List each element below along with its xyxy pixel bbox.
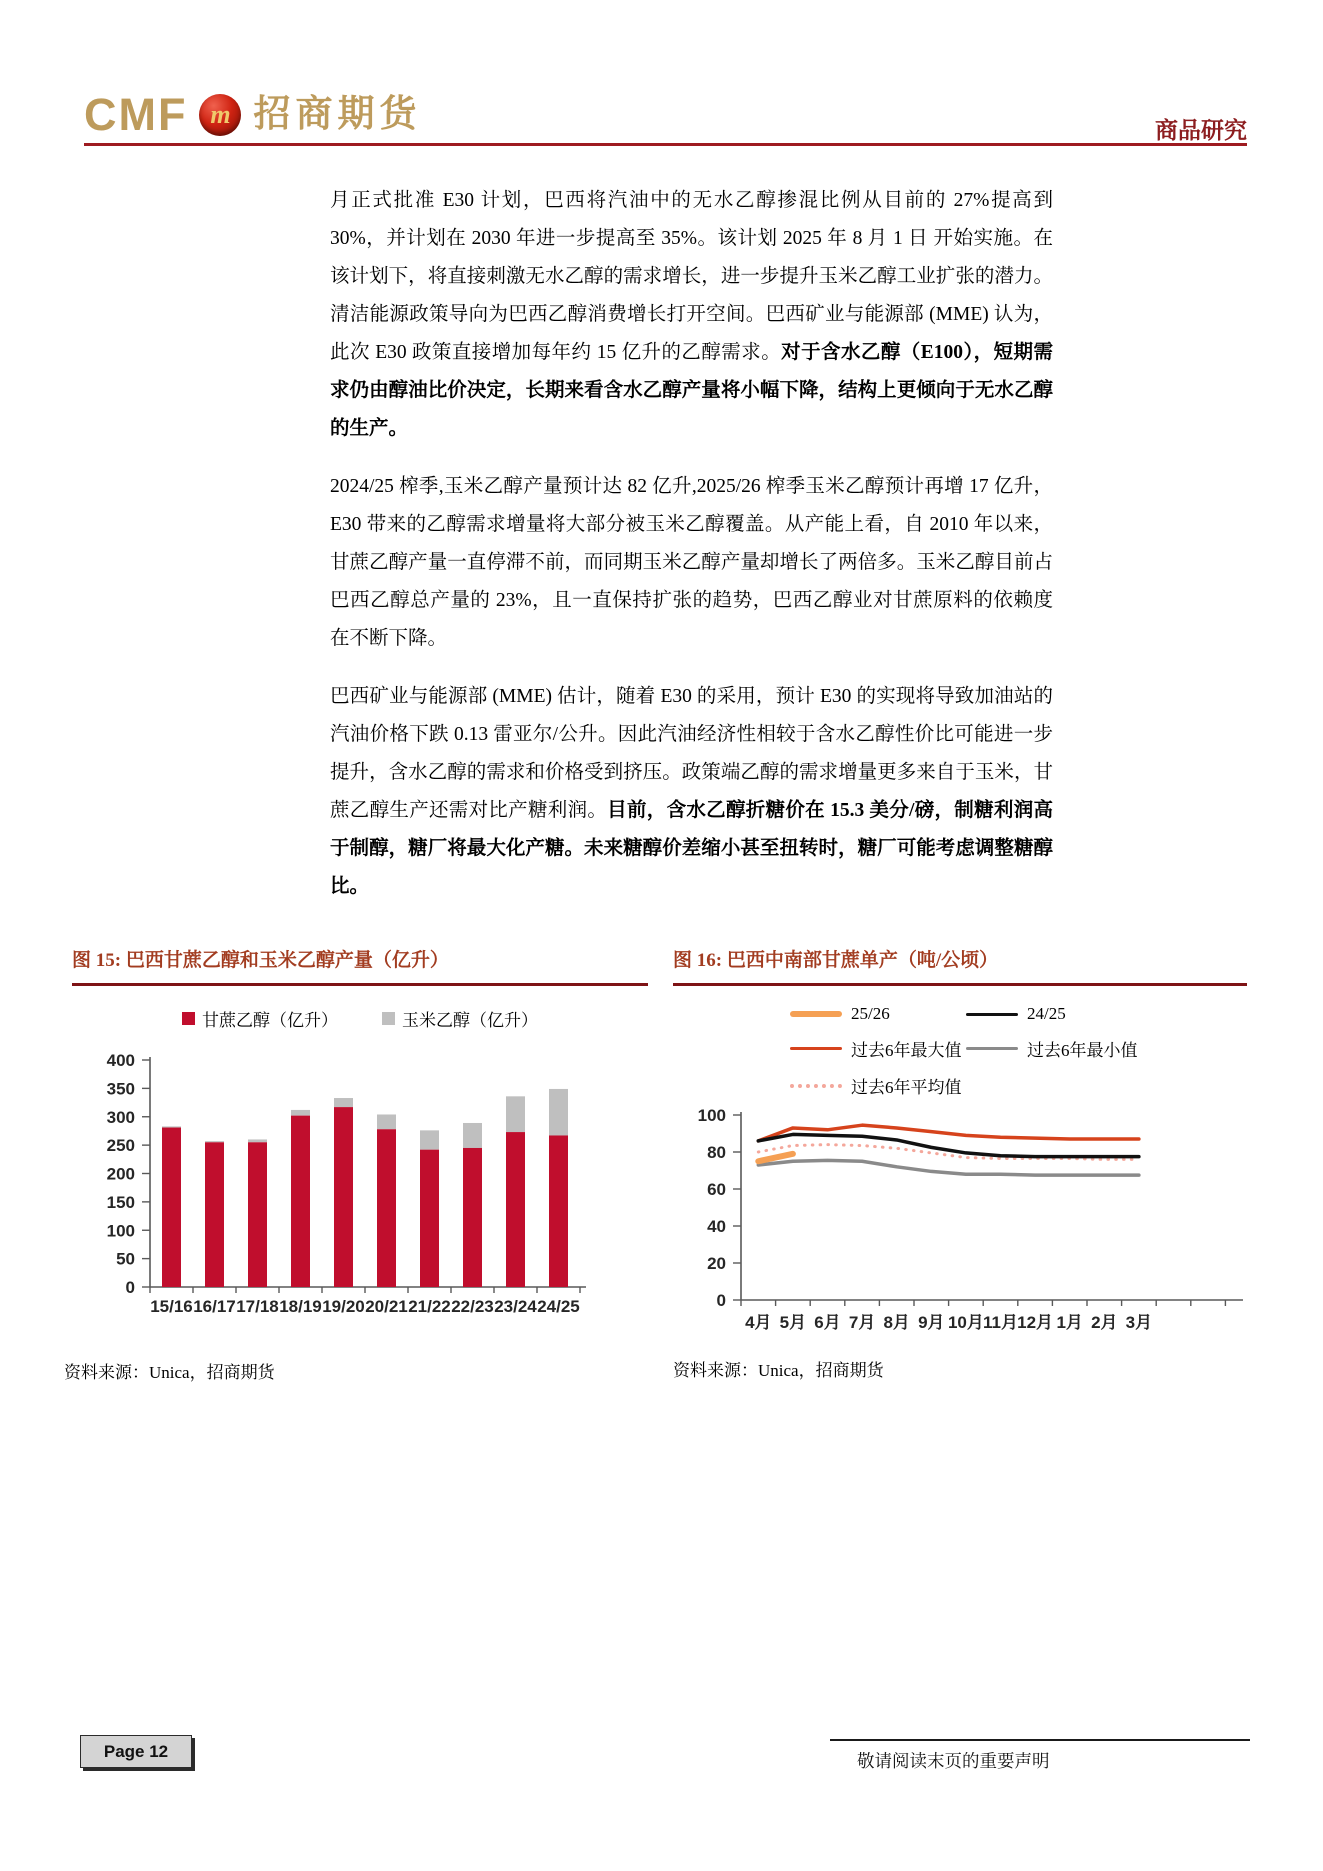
legend-item	[790, 1004, 966, 1024]
line-series-3	[758, 1160, 1139, 1175]
legend-swatch-icon	[790, 1047, 842, 1050]
figure-16-source: 资料来源：Unica，招商期货	[673, 1361, 884, 1380]
legend-swatch-icon	[790, 1084, 842, 1088]
bar-corn-ethanol	[205, 1141, 224, 1142]
paragraph	[330, 468, 1053, 658]
legend-item	[182, 1006, 338, 1031]
y-tick-label: 250	[106, 1136, 135, 1156]
legend-label: 过去6年平均值	[851, 1078, 962, 1097]
header-logo	[84, 89, 422, 140]
bar-chart-legend	[72, 1006, 648, 1031]
x-tick-label: 1月	[1056, 1313, 1083, 1332]
footer-disclaimer-text: 敬请阅读末页的重要声明	[857, 1751, 1050, 1771]
y-tick-label: 400	[106, 1051, 135, 1070]
figure-16	[673, 948, 1247, 1368]
line-series-2	[758, 1125, 1139, 1141]
bar-sugarcane-ethanol	[420, 1150, 439, 1287]
bar-sugarcane-ethanol	[506, 1132, 525, 1287]
bar-sugarcane-ethanol	[248, 1142, 267, 1287]
legend-item	[382, 1006, 538, 1031]
y-tick-label: 100	[697, 1106, 726, 1125]
bar-sugarcane-ethanol	[463, 1148, 482, 1287]
x-tick-label: 24/25	[537, 1297, 580, 1316]
legend-swatch-icon	[182, 1012, 195, 1025]
legend-label: 24/25	[1027, 1004, 1066, 1023]
x-tick-label: 23/24	[494, 1297, 537, 1316]
bar-sugarcane-ethanol	[162, 1128, 181, 1287]
x-tick-label: 21/22	[408, 1297, 451, 1316]
y-tick-label: 200	[106, 1164, 135, 1184]
y-tick-label: 60	[707, 1180, 726, 1199]
y-tick-label: 80	[707, 1143, 726, 1162]
footer-disclaimer	[830, 1739, 1250, 1773]
bar-sugarcane-ethanol	[549, 1135, 568, 1287]
line-chart-legend	[790, 1004, 1138, 1098]
y-tick-label: 0	[716, 1291, 726, 1310]
bar-sugarcane-ethanol	[377, 1129, 396, 1287]
section-label: 商品研究	[1155, 118, 1247, 143]
cmf-logo-text: CMF	[84, 89, 188, 140]
y-tick-label: 100	[106, 1221, 135, 1241]
x-tick-label: 5月	[779, 1313, 807, 1332]
cmf-logo-icon: m	[199, 94, 241, 136]
figure-16-title: 图 16: 巴西中南部甘蔗单产（吨/公顷）	[673, 950, 999, 971]
x-tick-label: 9月	[918, 1313, 945, 1332]
legend-label: 玉米乙醇（亿升）	[402, 1011, 538, 1030]
figure-15-source: 资料来源：Unica，招商期货	[64, 1363, 275, 1382]
x-tick-label: 6月	[814, 1313, 841, 1332]
paragraph-bold-run: 对于含水乙醇（E100），短期需求仍由醇油比价决定，长期来看含水乙醇产量将小幅下降，结构上更倾向于无水乙醇的生产。	[330, 342, 1053, 439]
x-tick-label: 3月	[1125, 1313, 1153, 1332]
x-tick-label: 7月	[848, 1313, 876, 1332]
page-number-badge: Page 12	[80, 1735, 192, 1768]
legend-label: 甘蔗乙醇（亿升）	[202, 1011, 338, 1030]
figure-15-title-rule	[72, 983, 648, 986]
legend-swatch-icon	[966, 1013, 1018, 1016]
x-tick-label: 4月	[745, 1313, 772, 1332]
body-text	[330, 182, 1053, 926]
legend-swatch-icon	[382, 1012, 395, 1025]
bar-sugarcane-ethanol	[205, 1142, 224, 1287]
paragraph-run: 2024/25 榨季,玉米乙醇产量预计达 82 亿升,2025/26 榨季玉米乙醇预计再增 17 亿升，E30 带来的乙醇需求增量将大部分被玉米乙醇覆盖。从产能上看，自 2010 年以来，甘蔗乙醇产量一直停滞不前，而同期玉米乙醇产量却增长了两倍多。玉米乙醇目前占巴西乙醇总产量的 23%，且一直保持扩张的趋势，巴西乙醇业对甘蔗原料的依赖度在不断下降。	[330, 476, 1053, 649]
y-tick-label: 50	[116, 1249, 135, 1269]
x-tick-label: 10月	[947, 1313, 984, 1332]
legend-item	[966, 1004, 1138, 1024]
x-tick-label: 15/16	[150, 1297, 193, 1316]
x-tick-label: 2月	[1091, 1313, 1118, 1332]
paragraph-run: 巴西矿业与能源部 (MME) 估计，随着 E30 的采用，预计 E30 的实现将导致加油站的汽油价格下跌 0.13 雷亚尔/公升。因此汽油经济性相较于含水乙醇性价比可能进一步提升，含水乙醇的需求和价格受到挤压。政策端乙醇的需求增量更多来自于玉米，甘蔗乙醇生产还需对比产糖利润。	[330, 686, 1053, 821]
y-tick-label: 350	[106, 1079, 135, 1099]
bar-chart-svg	[72, 1045, 648, 1345]
bar-corn-ethanol	[334, 1098, 353, 1107]
legend-label: 过去6年最大值	[851, 1041, 962, 1060]
bar-corn-ethanol	[549, 1089, 568, 1136]
header-rule	[84, 143, 1247, 146]
brand-name: 招商期货	[253, 94, 422, 135]
paragraph-bold-run: 目前，含水乙醇折糖价在 15.3 美分/磅，制糖利润高于制醇，糖厂将最大化产糖。未来糖醇价差缩小甚至扭转时，糖厂可能考虑调整糖醇比。	[330, 800, 1053, 897]
y-tick-label: 300	[106, 1107, 135, 1127]
figure-15-title: 图 15: 巴西甘蔗乙醇和玉米乙醇产量（亿升）	[72, 950, 449, 971]
bar-corn-ethanol	[248, 1139, 267, 1142]
x-tick-label: 19/20	[322, 1297, 365, 1316]
bar-corn-ethanol	[162, 1126, 181, 1127]
legend-swatch-icon	[790, 1011, 842, 1017]
bar-corn-ethanol	[420, 1130, 439, 1149]
x-tick-label: 8月	[883, 1313, 910, 1332]
x-tick-label: 18/19	[279, 1297, 322, 1316]
legend-label: 25/26	[851, 1004, 890, 1023]
bar-corn-ethanol	[377, 1114, 396, 1129]
bar-sugarcane-ethanol	[334, 1107, 353, 1287]
y-tick-label: 150	[106, 1192, 135, 1212]
legend-label: 过去6年最小值	[1027, 1041, 1138, 1060]
x-tick-label: 11月	[983, 1313, 1018, 1332]
paragraph	[330, 182, 1053, 448]
x-tick-label: 22/23	[451, 1297, 494, 1316]
y-tick-label: 40	[707, 1217, 726, 1236]
legend-item	[790, 1036, 966, 1061]
legend-item	[966, 1036, 1138, 1061]
bar-corn-ethanol	[291, 1110, 310, 1116]
figure-16-title-rule	[673, 983, 1247, 986]
legend-swatch-icon	[966, 1047, 1018, 1050]
figure-15	[72, 948, 648, 1368]
y-tick-label: 0	[125, 1278, 135, 1297]
line-chart-svg	[673, 1098, 1247, 1348]
y-tick-label: 20	[707, 1254, 726, 1273]
x-tick-label: 12月	[1017, 1313, 1054, 1332]
x-tick-label: 20/21	[365, 1297, 408, 1316]
x-tick-label: 17/18	[236, 1297, 279, 1316]
paragraph-run: 月正式批准 E30 计划，巴西将汽油中的无水乙醇掺混比例从目前的 27%提高到 30%，并计划在 2030 年进一步提高至 35%。该计划 2025 年 8 月 1 日 开始实施。在该计划下，将直接刺激无水乙醇的需求增长，进一步提升玉米乙醇工业扩张的潜力。清洁能源政策导向为巴西乙醇消费增长打开空间。巴西矿业与能源部 (MME) 认为，此次 E30 政策直接增加每年约 15 亿升的乙醇需求。	[330, 190, 1053, 363]
bar-sugarcane-ethanol	[291, 1116, 310, 1287]
bar-corn-ethanol	[506, 1096, 525, 1132]
legend-item	[790, 1073, 966, 1098]
paragraph	[330, 678, 1053, 906]
bar-corn-ethanol	[463, 1123, 482, 1148]
x-tick-label: 16/17	[193, 1297, 236, 1316]
